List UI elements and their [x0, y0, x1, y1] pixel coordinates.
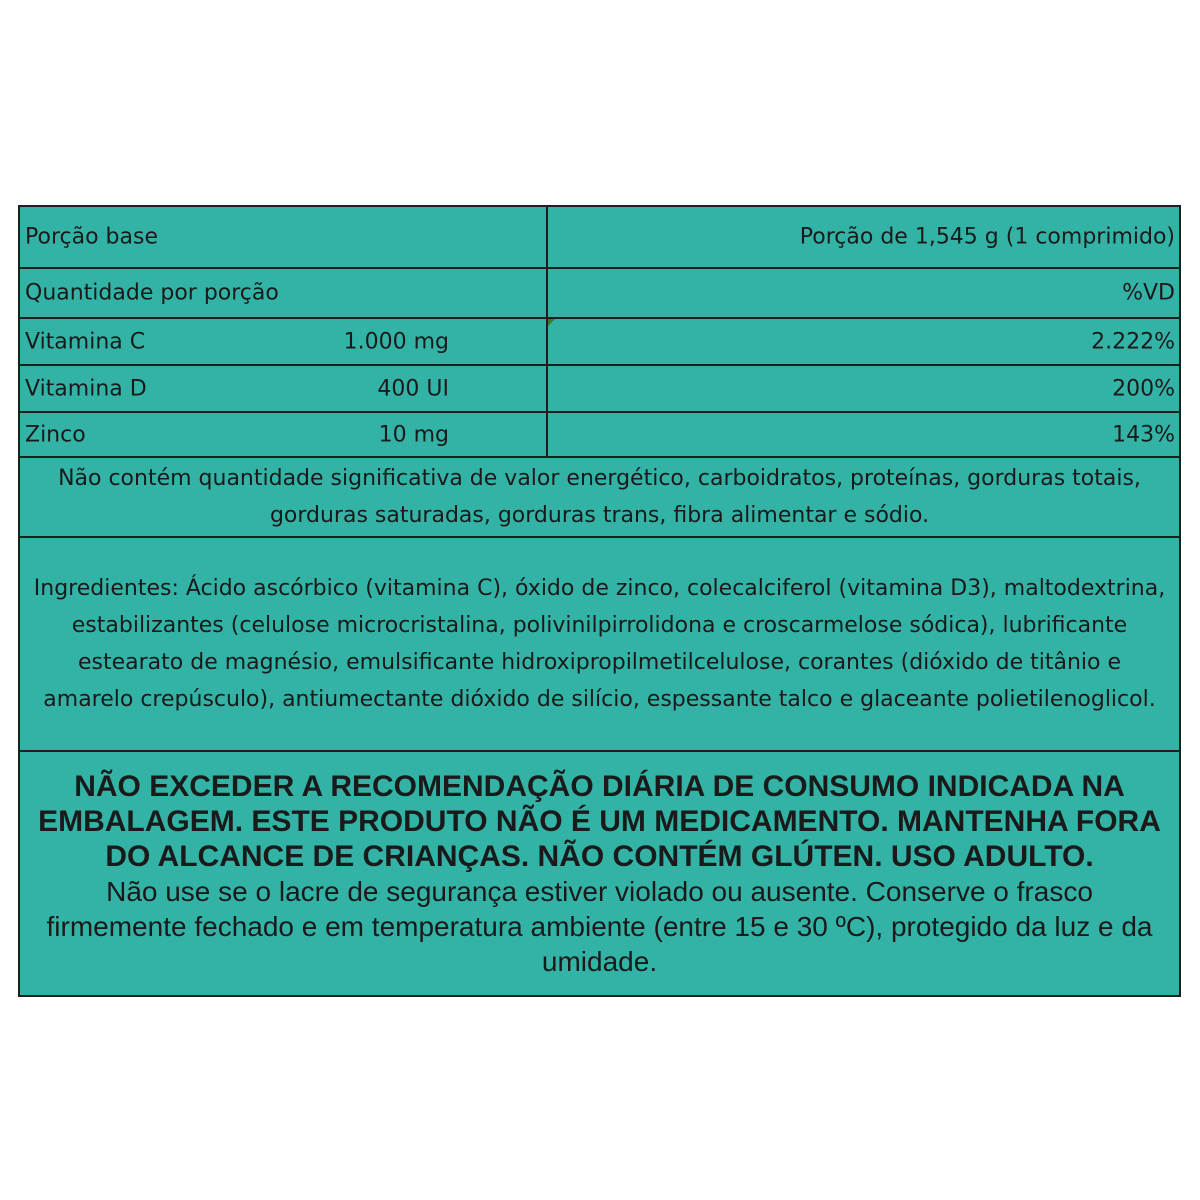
non-significant-notice — [20, 458, 1179, 538]
daily-value: 2.222% — [1091, 329, 1175, 354]
nutrient-cell — [20, 366, 548, 411]
warning-bold-text: NÃO EXCEDER A RECOMENDAÇÃO DIÁRIA DE CONSUMO INDICADA NA EMBALAGEM. ESTE PRODUTO NÃO É UM MEDICAMENTO. MANTENHA FORA DO ALCANCE DE CRIANÇAS. NÃO CONTÉM GLÚTEN. USO ADULTO. — [38, 769, 1161, 873]
serving-header-row — [20, 207, 1179, 269]
ingredients-section — [20, 538, 1179, 752]
ingredients-text: Ingredientes: Ácido ascórbico (vitamina C), óxido de zinco, colecalciferol (vitamina D3), maltodextrina, estabilizantes (celulose microcristalina, polivinilpirrolidona e croscarmelose sódica), lubrificante estearato de magnésio, emulsificante hidroxipropilmetilcelulose, corantes (dióxido de titânio e amarelo crepúsculo), antiumectante dióxido de silício, espessante talco e glaceante polietilenoglicol. — [33, 576, 1166, 712]
warning-storage-text: Não use se o lacre de segurança estiver violado ou ausente. Conserve o frasco firmemente fechado e em temperatura ambiente (entre 15 e 30 ºC), protegido da luz e da umidade. — [46, 875, 1153, 977]
nutrient-row-vitamin-c — [20, 319, 1179, 366]
quantity-header-right-cell — [548, 269, 1179, 317]
daily-value: 143% — [1112, 422, 1175, 447]
quantity-per-serving-label: Quantidade por porção — [25, 280, 279, 306]
warning-section — [20, 752, 1179, 995]
nutrient-row-vitamin-d — [20, 366, 1179, 413]
notice-text: Não contém quantidade significativa de valor energético, carboidratos, proteínas, gorduras totais, gorduras saturadas, gorduras trans, fibra alimentar e sódio. — [58, 466, 1141, 528]
nutrient-cell — [20, 413, 548, 456]
daily-value-cell — [548, 366, 1179, 411]
serving-header-right-cell — [548, 207, 1179, 267]
quantity-header-row — [20, 269, 1179, 319]
serving-header-left-cell — [20, 207, 548, 267]
daily-value-header: %VD — [1122, 280, 1175, 306]
nutrient-amount: 1.000 mg — [343, 329, 449, 354]
cell-corner-mark — [548, 319, 555, 326]
serving-base-label: Porção base — [25, 224, 158, 250]
nutrient-name: Vitamina C — [25, 329, 146, 354]
daily-value: 200% — [1112, 376, 1175, 401]
nutrient-amount: 10 mg — [378, 422, 449, 447]
serving-size-text: Porção de 1,545 g (1 comprimido) — [799, 224, 1175, 250]
nutrient-cell — [20, 319, 548, 364]
quantity-header-left-cell — [20, 269, 548, 317]
nutrient-amount: 400 UI — [377, 376, 449, 401]
nutrient-name: Vitamina D — [25, 376, 147, 401]
daily-value-cell — [548, 413, 1179, 456]
nutrient-row-zinc — [20, 413, 1179, 458]
nutrition-label — [18, 205, 1181, 997]
nutrient-name: Zinco — [25, 422, 86, 447]
daily-value-cell — [548, 319, 1179, 364]
